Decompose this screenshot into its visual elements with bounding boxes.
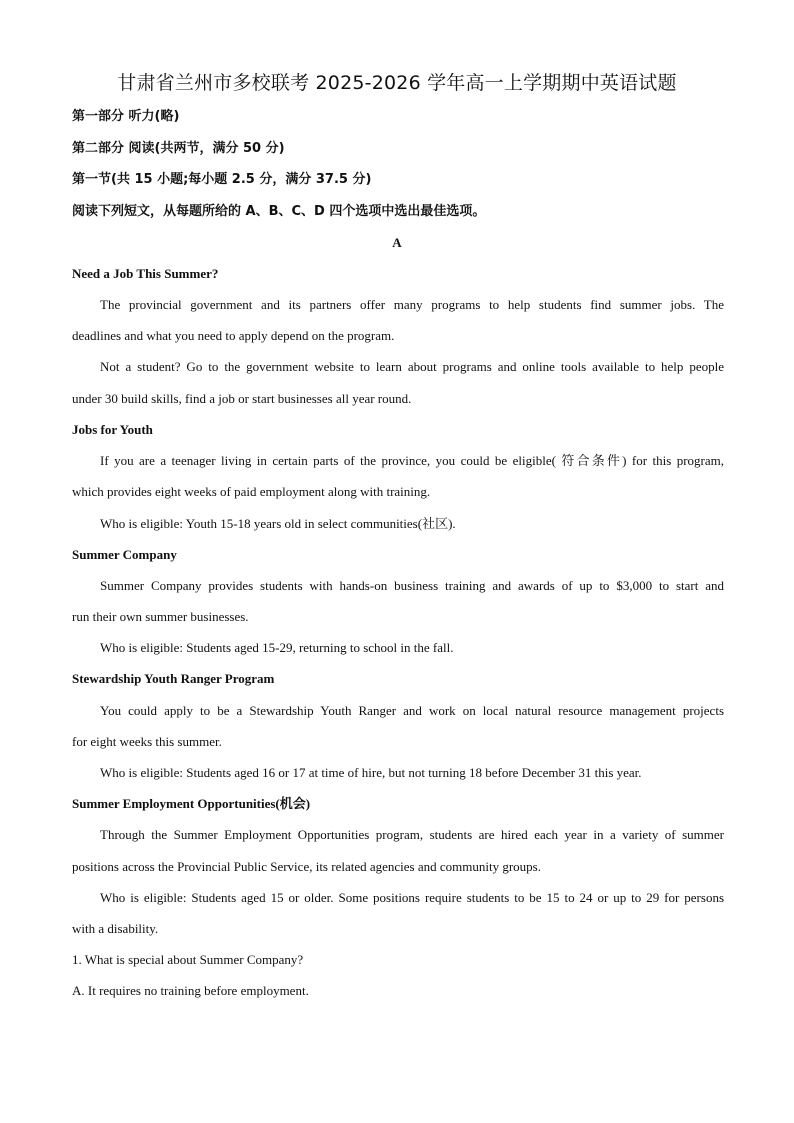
part-two-heading: 第二部分 阅读(共两节，满分 50 分) xyxy=(72,141,285,156)
jobs-eligibility: Who is eligible: Youth 15-18 years old in select communities(社区). xyxy=(100,516,456,531)
stewardship-line-2: for eight weeks this summer. xyxy=(72,734,222,749)
heading-summer-employment-opportunities: Summer Employment Opportunities(机会) xyxy=(72,796,311,811)
intro-paragraph-line-2: deadlines and what you need to apply depend on the program. xyxy=(72,328,395,343)
summer-company-line-1: Summer Company provides students with hands-on business training and awards of up to $3,000 to start and xyxy=(100,578,724,593)
section-one-heading: 第一节(共 15 小题;每小题 2.5 分，满分 37.5 分) xyxy=(72,172,372,187)
page-title: 甘肃省兰州市多校联考 2025-2026 学年高一上学期期中英语试题 xyxy=(117,72,677,94)
heading-jobs-for-youth: Jobs for Youth xyxy=(72,422,153,437)
jobs-paragraph-line-1: If you are a teenager living in certain parts of the province, you could be eligible( 符合条件) for this program, xyxy=(100,453,724,468)
question-1-option-a: A. It requires no training before employment. xyxy=(72,983,309,998)
second-paragraph-line-1: Not a student? Go to the government website to learn about programs and online tools available to help people xyxy=(100,359,724,374)
passage-label: A xyxy=(392,235,402,250)
seo-eligibility-line-2: with a disability. xyxy=(72,921,159,936)
heading-stewardship-program: Stewardship Youth Ranger Program xyxy=(72,671,275,686)
summer-company-line-2: run their own summer businesses. xyxy=(72,609,249,624)
summer-company-eligibility: Who is eligible: Students aged 15-29, returning to school in the fall. xyxy=(100,640,454,655)
jobs-paragraph-line-2: which provides eight weeks of paid employment along with training. xyxy=(72,484,431,499)
heading-summer-company: Summer Company xyxy=(72,547,177,562)
seo-paragraph-line-1: Through the Summer Employment Opportunities program, students are hired each year in a variety of summer xyxy=(100,827,724,842)
reading-instruction: 阅读下列短文，从每题所给的 A、B、C、D 四个选项中选出最佳选项。 xyxy=(72,204,486,219)
passage-title: Need a Job This Summer? xyxy=(72,266,219,281)
second-paragraph-line-2: under 30 build skills, find a job or start businesses all year round. xyxy=(72,391,412,406)
seo-eligibility-line-1: Who is eligible: Students aged 15 or older. Some positions require students to be 15 to 24 or up to 29 for persons xyxy=(100,890,724,905)
stewardship-eligibility: Who is eligible: Students aged 16 or 17 at time of hire, but not turning 18 before December 31 this year. xyxy=(100,765,642,780)
question-1: 1. What is special about Summer Company? xyxy=(72,952,304,967)
part-one-heading: 第一部分 听力(略) xyxy=(72,109,180,124)
seo-paragraph-line-2: positions across the Provincial Public Service, its related agencies and community groups. xyxy=(72,859,541,874)
intro-paragraph-line-1: The provincial government and its partners offer many programs to help students find summer jobs. The xyxy=(100,297,724,312)
stewardship-line-1: You could apply to be a Stewardship Youth Ranger and work on local natural resource management projects xyxy=(100,703,724,718)
